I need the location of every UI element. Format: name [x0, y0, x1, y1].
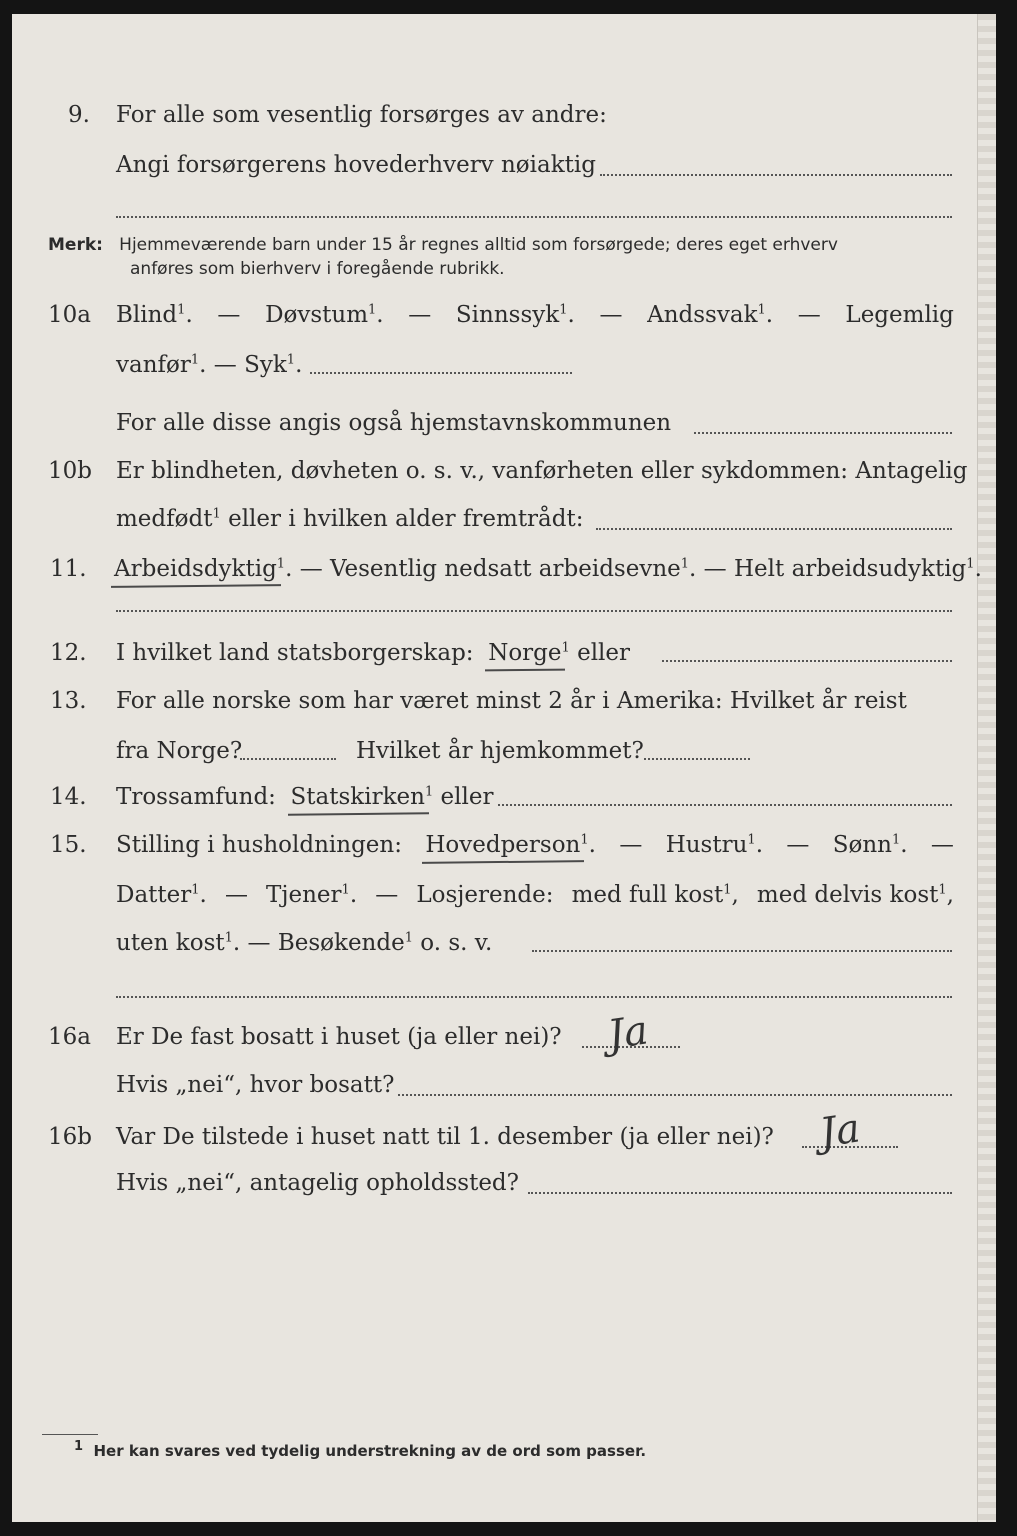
q13-reist-line[interactable]: [240, 758, 336, 760]
q10b-number: 10b: [48, 458, 92, 484]
footnote-text: Her kan svares ved tydelig understrekning av de ord som passer.: [93, 1442, 647, 1460]
sup-mark: 1: [368, 302, 377, 318]
q10a-legemlig: Legemlig: [845, 302, 954, 328]
q16b-opholdssted-line[interactable]: [528, 1192, 952, 1194]
q15-line1: Stilling i husholdningen: Hovedperson$^1$. — Hustru$^1$. — Sønn$^1$. —: [116, 832, 954, 858]
q10b-answer-line[interactable]: [596, 528, 952, 530]
sup-mark: 1: [680, 556, 690, 572]
q9-line1: For alle som vesentlig forsørges av andre:: [116, 102, 607, 128]
sup-mark: 1: [938, 882, 947, 898]
sup-mark: 1: [224, 930, 233, 946]
q10a-vanfor: vanfør: [116, 352, 191, 378]
q15-answer-line-2[interactable]: [116, 996, 952, 998]
q15-uten-kost[interactable]: uten kost: [116, 930, 225, 956]
q15-line2: Datter$^1$. — Tjener$^1$. — Losjerende: med full kost$^1$, med delvis kost$^1$,: [116, 882, 954, 908]
sup-mark: 1: [191, 882, 200, 898]
q10b-line2: [116, 504, 583, 534]
q14-answer-line[interactable]: [498, 804, 952, 806]
q10b-line1: Er blindheten, døvheten o. s. v., vanførheten eller sykdommen: Antagelig: [116, 458, 968, 484]
q15-delvis-kost[interactable]: med delvis kost: [756, 882, 939, 908]
sup-mark: 1: [190, 352, 200, 368]
q12-number: 12.: [50, 640, 87, 666]
q10a-number: 10a: [48, 302, 91, 328]
merk-label: Merk:: [48, 235, 103, 255]
q10a-andssvak: Andssvak: [647, 302, 758, 328]
q14-line: [116, 782, 493, 812]
q16a-line2: Hvis „nei“, hvor bosatt?: [116, 1072, 395, 1098]
q12-answer-line[interactable]: [662, 660, 952, 662]
sup-mark: 1: [286, 352, 296, 368]
q9-answer-line[interactable]: [600, 174, 952, 176]
sup-mark: 1: [757, 302, 766, 318]
sup-mark: 1: [212, 506, 221, 522]
q15-datter[interactable]: Datter: [116, 882, 192, 908]
sup-mark: 1: [559, 302, 568, 318]
sup-mark: 1: [723, 882, 732, 898]
q10a-syk-line[interactable]: [310, 372, 572, 374]
footnote-mark: 1: [74, 1439, 84, 1454]
q11-number: 11.: [50, 556, 87, 582]
q15-osv: o. s. v.: [420, 930, 493, 956]
q13-hjem: Hvilket år hjemkommet?: [356, 738, 644, 764]
q11-udyktig[interactable]: Helt arbeidsudyktig: [733, 556, 967, 582]
q10a-kommune-line[interactable]: [694, 432, 952, 434]
sup-mark: 1: [276, 556, 286, 572]
q11-line: Arbeidsdyktig$^1$. — Vesentlig nedsatt arbeidsevne$^1$. — Helt arbeidsudyktig$^1$.: [114, 556, 982, 582]
q15-text: Stilling i husholdningen:: [116, 832, 402, 858]
q10b-rest: eller i hvilken alder fremtrådt:: [228, 506, 584, 532]
q14-number: 14.: [50, 784, 87, 810]
q11-nedsatt[interactable]: Vesentlig nedsatt arbeidsevne: [330, 556, 681, 582]
q12-line: [116, 638, 630, 668]
sup-mark: 1: [891, 832, 901, 848]
q16b-number: 16b: [48, 1124, 92, 1150]
q16b-line1: Var De tilstede i huset natt til 1. desember (ja eller nei)?: [116, 1124, 774, 1150]
footnote: [74, 1439, 647, 1460]
sup-mark: 1: [561, 640, 570, 656]
q13-number: 13.: [50, 688, 87, 714]
q13-hjem-line[interactable]: [644, 758, 750, 760]
q14-eller: eller: [440, 784, 494, 810]
q13-line1: For alle norske som har været minst 2 år i Amerika: Hvilket år reist: [116, 688, 907, 714]
q15-losjerende: Losjerende:: [416, 882, 554, 908]
q10a-line1: Blind$^1$. — Døvstum$^1$. — Sinnssyk$^1$. — Andssvak$^1$. — Legemlig: [116, 302, 954, 328]
q15-besokende[interactable]: Besøkende: [277, 930, 405, 956]
q15-full-kost[interactable]: med full kost: [571, 882, 724, 908]
q14-statskirken[interactable]: Statskirken: [290, 784, 425, 810]
q16a-line1: Er De fast bosatt i huset (ja eller nei)?: [116, 1024, 562, 1050]
merk-line2: anføres som bierhverv i foregående rubrikk.: [130, 259, 505, 279]
q15-hovedperson[interactable]: Hovedperson: [425, 832, 581, 858]
merk-line1: Hjemmeværende barn under 15 år regnes alltid som forsørgede; deres eget erhverv: [119, 235, 838, 255]
sup-mark: 1: [580, 832, 589, 848]
q15-tjener[interactable]: Tjener: [266, 882, 342, 908]
q15-number: 15.: [50, 832, 87, 858]
q11-answer-line[interactable]: [116, 610, 952, 612]
sup-mark: 1: [341, 882, 350, 898]
sup-mark: 1: [966, 556, 975, 572]
q16a-bosatt-line[interactable]: [398, 1094, 952, 1096]
sup-mark: 1: [747, 832, 756, 848]
sup-mark: 1: [177, 302, 186, 318]
q12-norge[interactable]: Norge: [488, 640, 562, 666]
q9-answer-line-2[interactable]: [116, 216, 952, 218]
q10a-line3: For alle disse angis også hjemstavnskommunen: [116, 410, 672, 436]
merk-note: [48, 232, 838, 258]
q15-hustru[interactable]: Hustru: [665, 832, 748, 858]
q16b-handwritten-answer: Ja: [816, 1105, 863, 1157]
q16b-line2: Hvis „nei“, antagelig opholdssted?: [116, 1170, 519, 1196]
q12-eller: eller: [577, 640, 631, 666]
q10a-line2: vanfør$^1$. — Syk$^1$.: [116, 352, 303, 378]
q15-sonn[interactable]: Sønn: [832, 832, 892, 858]
q14-text: Trossamfund:: [116, 784, 276, 810]
q10a-dovstum: Døvstum: [265, 302, 369, 328]
q9-number: 9.: [68, 102, 90, 128]
census-form-page: [12, 14, 996, 1522]
sup-mark: 1: [424, 784, 434, 800]
q10a-syk: Syk: [244, 352, 287, 378]
q11-arbeidsdyktig[interactable]: Arbeidsdyktig: [114, 556, 277, 582]
q15-line3: uten kost$^1$. — Besøkende$^1$ o. s. v.: [116, 930, 493, 956]
q10b-medfodt: medfødt: [116, 506, 213, 532]
q13-fra: fra Norge?: [116, 738, 243, 764]
q10a-blind: Blind: [116, 302, 178, 328]
q9-line2: Angi forsørgerens hovederhverv nøiaktig: [116, 152, 596, 178]
perforated-edge: [977, 14, 996, 1522]
q12-text: I hvilket land statsborgerskap:: [116, 640, 474, 666]
footnote-rule: [42, 1434, 98, 1435]
sup-mark: 1: [404, 930, 413, 946]
q16a-number: 16a: [48, 1024, 91, 1050]
q16a-handwritten-answer: Ja: [604, 1007, 651, 1059]
q15-answer-line[interactable]: [532, 950, 952, 952]
q10a-sinnssyk: Sinnssyk: [455, 302, 560, 328]
